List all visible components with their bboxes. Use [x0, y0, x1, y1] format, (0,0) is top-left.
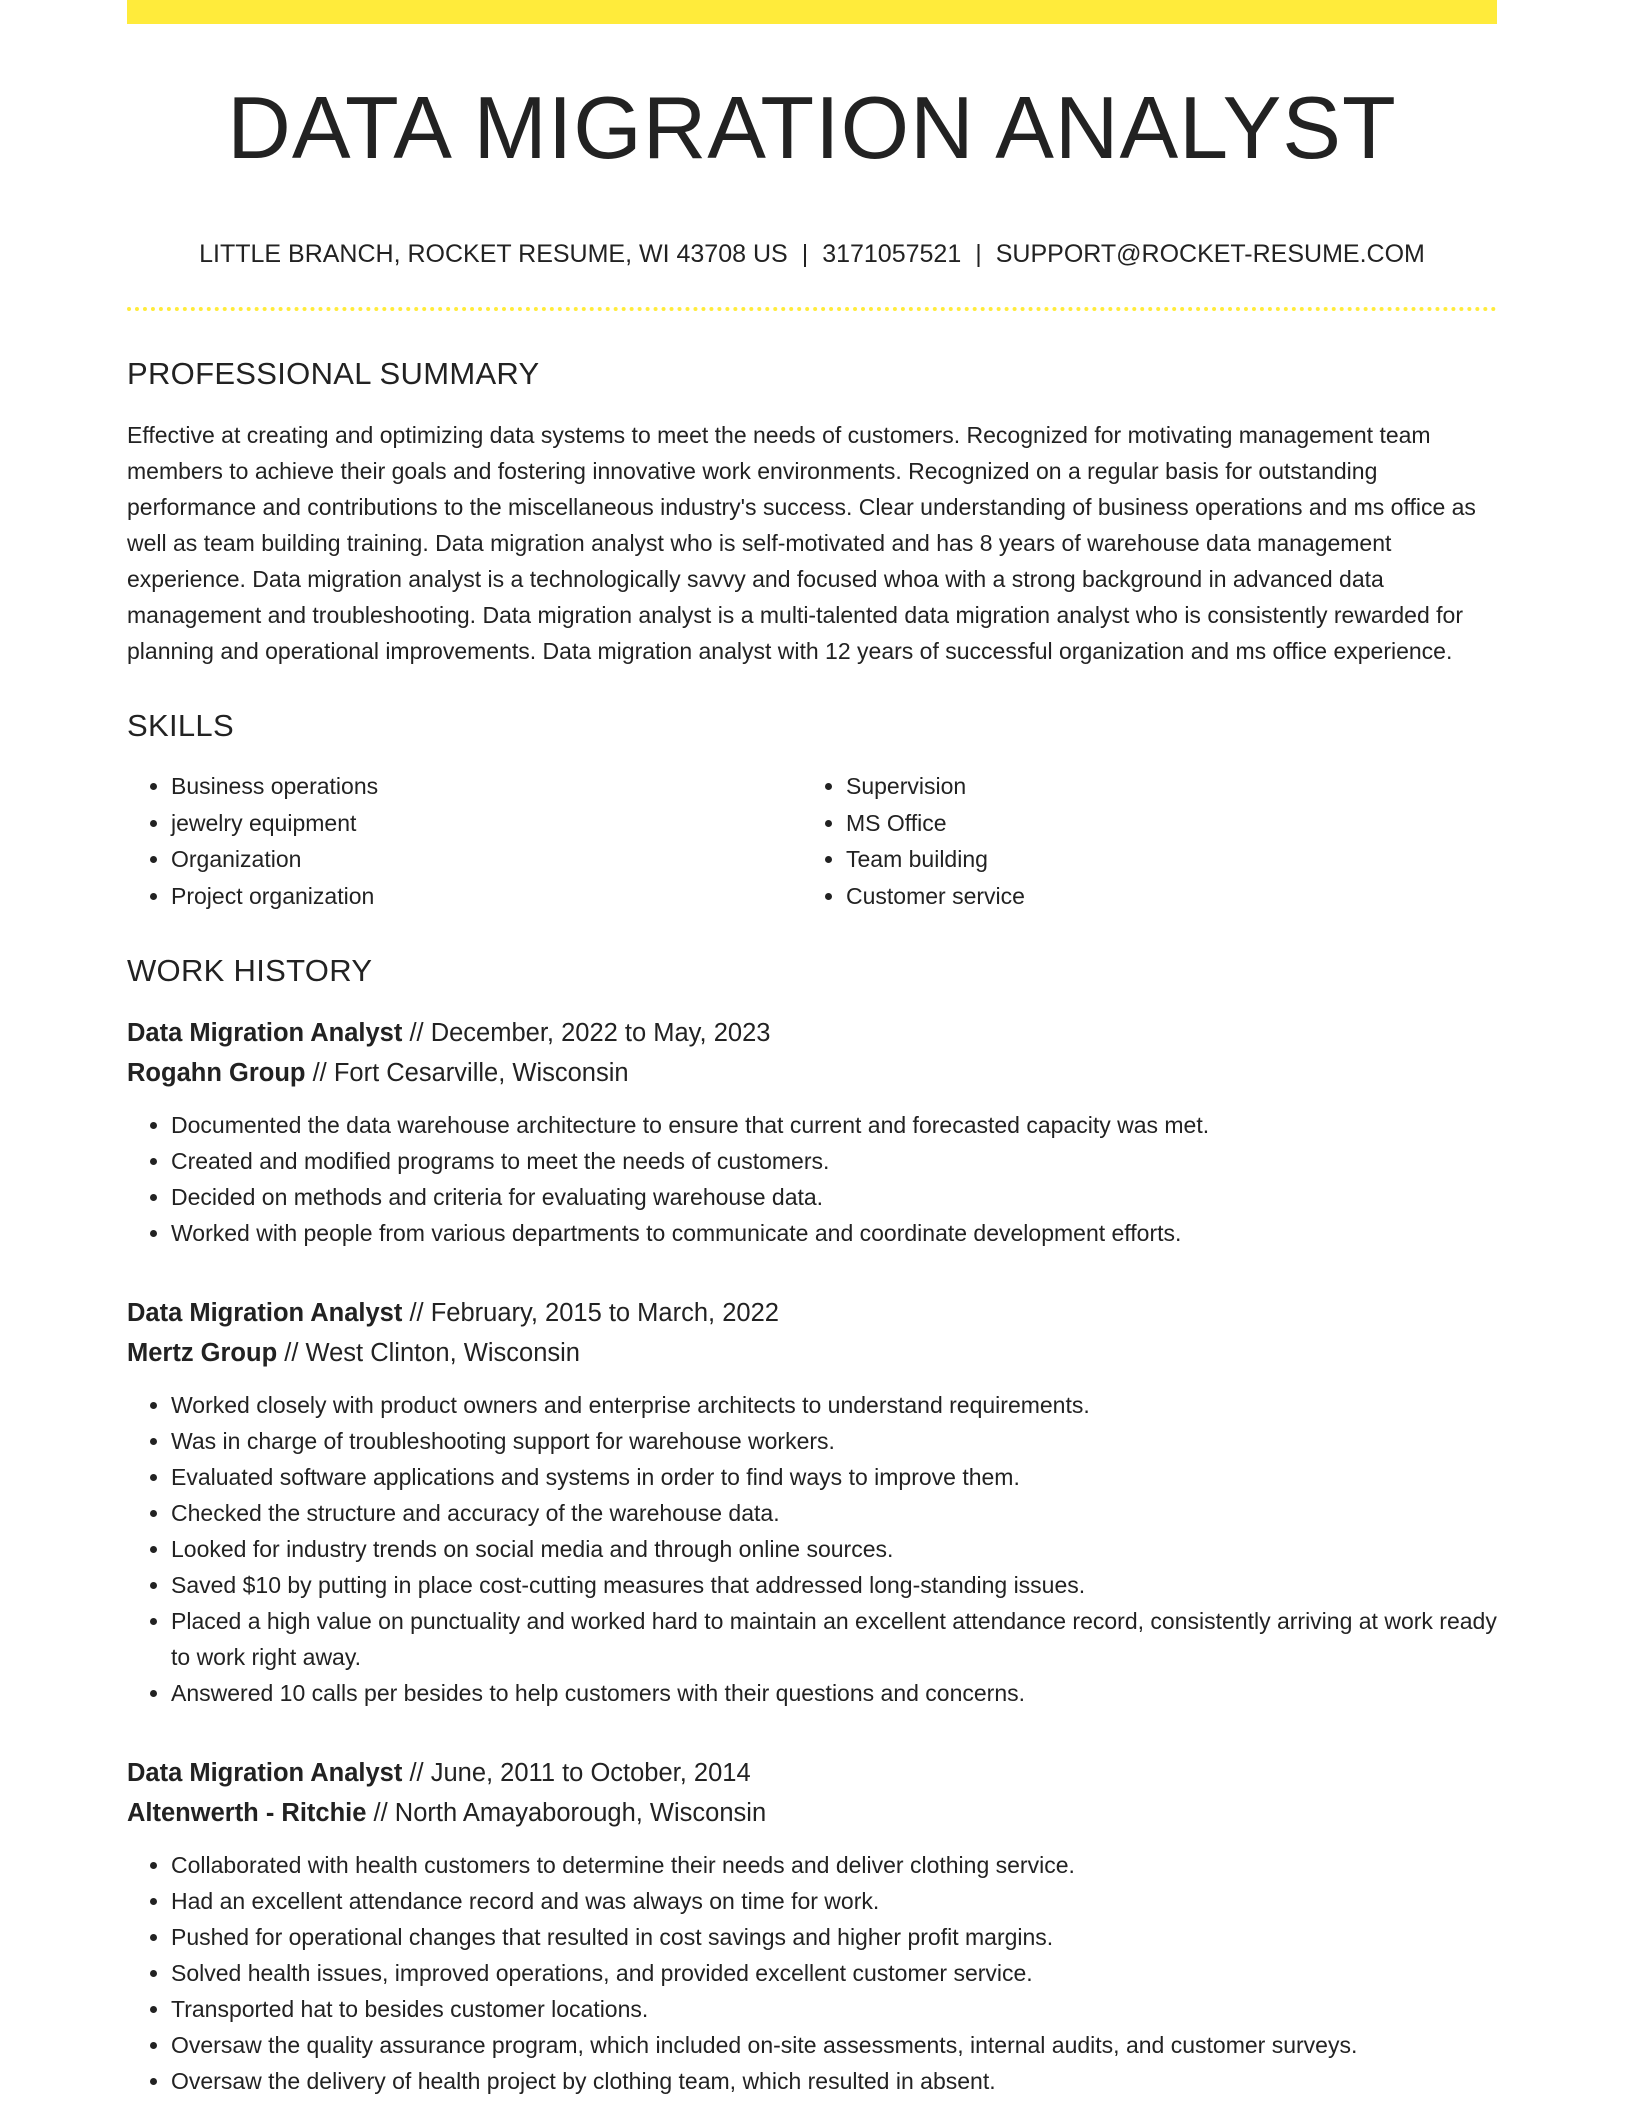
job-bullet: • Transported hat to besides customer locations.: [171, 1991, 1497, 2027]
job-bullet: • Worked with people from various departments to communicate and coordinate development efforts.: [171, 1215, 1497, 1251]
job-bullet: • Looked for industry trends on social media and through online sources.: [171, 1531, 1497, 1567]
job-entry: [127, 1753, 1497, 2099]
skill-item: • Business operations: [171, 768, 802, 805]
skill-item: • MS Office: [846, 805, 1477, 842]
job-role: Data Migration Analyst: [127, 1299, 403, 1328]
contact-separator: |: [975, 239, 982, 268]
job-bullet: • Oversaw the delivery of health project by clothing team, which resulted in absent.: [171, 2063, 1497, 2099]
skills-column-right: [802, 768, 1477, 914]
job-bullets: [127, 1107, 1497, 1251]
skill-item: • Supervision: [846, 768, 1477, 805]
job-bullet: • Saved $10 by putting in place cost-cutting measures that addressed long-standing issues.: [171, 1567, 1497, 1603]
job-company-line: [127, 1333, 1497, 1373]
skill-item: • Project organization: [171, 878, 802, 915]
job-role: Data Migration Analyst: [127, 1759, 403, 1788]
job-role-line: [127, 1293, 1497, 1333]
job-dates: // June, 2011 to October, 2014: [409, 1759, 751, 1788]
skill-item: • Team building: [846, 841, 1477, 878]
resume-name-heading: DATA MIGRATION ANALYST: [227, 78, 1397, 177]
job-dates: // December, 2022 to May, 2023: [409, 1019, 771, 1048]
contact-address: LITTLE BRANCH, ROCKET RESUME, WI 43708 US: [199, 239, 788, 268]
job-company-line: [127, 1793, 1497, 1833]
contact-separator: |: [801, 239, 809, 268]
job-bullet: • Documented the data warehouse architecture to ensure that current and forecasted capacity was met.: [171, 1107, 1497, 1143]
job-bullet: • Had an excellent attendance record and was always on time for work.: [171, 1883, 1497, 1919]
section-title-skills: SKILLS: [127, 707, 234, 743]
job-bullet: • Checked the structure and accuracy of the warehouse data.: [171, 1495, 1497, 1531]
dotted-divider: [127, 307, 1497, 311]
job-bullets: [127, 1387, 1497, 1711]
skill-item: • jewelry equipment: [171, 805, 802, 842]
summary-text: Effective at creating and optimizing data systems to meet the needs of customers. Recognized for motivating management team members to achieve their goals and fostering innovative work environments. Recognized on a regular basis for outstanding performance and contributions to the miscellaneous industry's success. Clear understanding of business operations and ms office as well as team building training. Data migration analyst who is self-motivated and has 8 years of warehouse data management experience. Data migration analyst is a technologically savvy and focused whoa with a strong background in advanced data management and troubleshooting. Data migration analyst is a multi-talented data migration analyst who is consistently rewarded for planning and operational improvements. Data migration analyst with 12 years of successful organization and ms office experience.: [127, 421, 1476, 664]
contact-phone: 3171057521: [822, 239, 962, 268]
job-company-line: [127, 1053, 1497, 1093]
skills-column-left: [127, 768, 802, 914]
job-bullet: • Answered 10 calls per besides to help customers with their questions and concerns.: [171, 1675, 1497, 1711]
job-entry: [127, 1013, 1497, 1251]
skill-item: • Organization: [171, 841, 802, 878]
job-bullet: • Collaborated with health customers to determine their needs and deliver clothing service.: [171, 1847, 1497, 1883]
job-bullet: • Pushed for operational changes that resulted in cost savings and higher profit margins.: [171, 1919, 1497, 1955]
job-bullet: • Oversaw the quality assurance program, which included on-site assessments, internal audits, and customer surveys.: [171, 2027, 1497, 2063]
job-location: // Fort Cesarville, Wisconsin: [312, 1059, 629, 1088]
skill-item: • Customer service: [846, 878, 1477, 915]
skills-list: [127, 768, 1497, 914]
job-company: Mertz Group: [127, 1339, 278, 1368]
job-bullet: • Placed a high value on punctuality and worked hard to maintain an excellent attendance record, consistently arriving at work ready to work right away.: [171, 1603, 1497, 1675]
job-company: Rogahn Group: [127, 1059, 306, 1088]
job-bullet: • Created and modified programs to meet the needs of customers.: [171, 1143, 1497, 1179]
job-bullets: [127, 1847, 1497, 2099]
section-title-work-history: WORK HISTORY: [127, 953, 373, 989]
job-location: // West Clinton, Wisconsin: [284, 1339, 580, 1368]
job-location: // North Amayaborough, Wisconsin: [373, 1799, 767, 1828]
contact-email: SUPPORT@ROCKET-RESUME.COM: [995, 239, 1425, 268]
job-role-line: [127, 1753, 1497, 1793]
job-bullet: • Evaluated software applications and systems in order to find ways to improve them.: [171, 1459, 1497, 1495]
job-bullet: • Solved health issues, improved operations, and provided excellent customer service.: [171, 1955, 1497, 1991]
job-bullet: • Worked closely with product owners and enterprise architects to understand requirements.: [171, 1387, 1497, 1423]
job-dates: // February, 2015 to March, 2022: [409, 1299, 779, 1328]
job-company: Altenwerth - Ritchie: [127, 1799, 367, 1828]
job-entry: [127, 1293, 1497, 1711]
section-title-summary: PROFESSIONAL SUMMARY: [127, 355, 540, 391]
job-role-line: [127, 1013, 1497, 1053]
resume-page: [127, 0, 1497, 2099]
contact-line: [127, 239, 1497, 269]
job-bullet: • Decided on methods and criteria for evaluating warehouse data.: [171, 1179, 1497, 1215]
accent-top-bar: [127, 0, 1497, 24]
job-bullet: • Was in charge of troubleshooting support for warehouse workers.: [171, 1423, 1497, 1459]
job-role: Data Migration Analyst: [127, 1019, 403, 1048]
